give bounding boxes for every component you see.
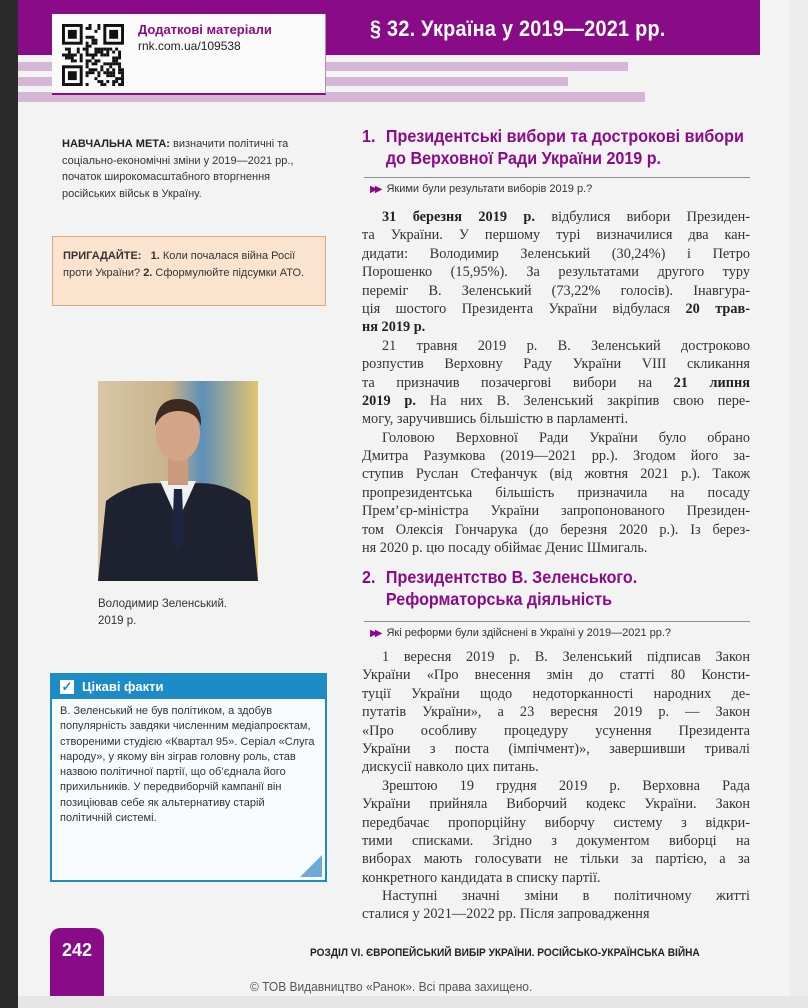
qr-module bbox=[97, 27, 100, 30]
qr-module bbox=[106, 48, 109, 51]
qr-module bbox=[100, 80, 103, 83]
text-line bbox=[362, 703, 750, 721]
extra-materials-label: Додаткові матеріали bbox=[138, 22, 272, 37]
qr-module bbox=[65, 48, 68, 51]
qr-module bbox=[115, 48, 118, 51]
qr-module bbox=[106, 68, 109, 71]
portrait-illustration bbox=[98, 381, 258, 581]
text-line bbox=[362, 429, 750, 447]
question-text: Які реформи були здійснені в Україні у 2019—2021 рр.? bbox=[386, 627, 672, 639]
qr-module bbox=[94, 39, 97, 42]
text-segment: пропрезидентська більшість призначила на посаду bbox=[362, 484, 750, 501]
qr-module bbox=[103, 71, 106, 74]
qr-module bbox=[100, 68, 103, 71]
text-segment: дидати: Володимир Зеленський (30,24%) і Петро bbox=[362, 245, 750, 262]
qr-module bbox=[115, 80, 118, 83]
qr-module bbox=[71, 59, 74, 62]
qr-module bbox=[62, 54, 65, 57]
text-line bbox=[362, 447, 750, 465]
qr-module bbox=[100, 48, 103, 51]
qr-module bbox=[112, 51, 115, 54]
qr-module bbox=[86, 27, 89, 30]
qr-module bbox=[100, 65, 103, 68]
qr-module bbox=[118, 65, 121, 68]
text-line bbox=[362, 263, 750, 281]
qr-module bbox=[65, 54, 68, 57]
qr-module bbox=[115, 56, 118, 59]
viewer-margin bbox=[790, 0, 808, 1008]
double-arrow-icon: ▶▶ bbox=[370, 628, 380, 639]
qr-module bbox=[118, 62, 121, 65]
learning-goal-text: визначити політичні та соціально-економічні зміни у 2019—2021 рр., початок широкомасштабного вторгнення російських військ в Україну. bbox=[62, 138, 294, 200]
qr-module bbox=[92, 42, 95, 45]
bold-text: 20 трав- bbox=[685, 300, 750, 317]
text-line bbox=[362, 887, 750, 905]
text-line bbox=[362, 539, 750, 557]
text-segment: Головою Верховної Ради України було обрано bbox=[382, 429, 750, 446]
text-line bbox=[362, 226, 750, 244]
qr-module bbox=[89, 68, 92, 71]
qr-module bbox=[97, 59, 100, 62]
qr-module bbox=[121, 83, 124, 86]
qr-module bbox=[103, 54, 106, 57]
qr-module bbox=[118, 51, 121, 54]
text-segment: виборах мають голосувати не тільки за партією, а за bbox=[362, 851, 750, 868]
qr-module bbox=[77, 51, 80, 54]
qr-module bbox=[86, 59, 89, 62]
qr-module bbox=[89, 36, 92, 39]
text-line bbox=[362, 318, 750, 336]
interesting-facts-box bbox=[50, 673, 327, 882]
qr-module bbox=[94, 62, 97, 65]
qr-module bbox=[115, 62, 118, 65]
qr-module bbox=[86, 48, 89, 51]
text-line bbox=[362, 777, 750, 795]
qr-module bbox=[100, 51, 103, 54]
divider bbox=[364, 177, 750, 178]
text-segment: 21 травня 2019 р. В. Зеленський достроково bbox=[382, 337, 750, 354]
section-title-line: Президентські вибори та дострокові вибори bbox=[385, 126, 744, 146]
qr-module bbox=[94, 77, 97, 80]
text-line bbox=[362, 758, 750, 776]
qr-module bbox=[115, 59, 118, 62]
corner-decoration bbox=[300, 855, 322, 877]
text-segment: Дмитра Разумкова (2019—2021 рр.). Згодом його за- bbox=[362, 448, 750, 465]
remember-q2-number: 2. bbox=[143, 267, 153, 279]
qr-module bbox=[86, 51, 89, 54]
text-segment: «Про особливу процедуру усунення Президента bbox=[362, 722, 750, 739]
qr-module bbox=[71, 54, 74, 57]
text-line bbox=[362, 484, 750, 502]
facts-title: Цікаві факти bbox=[82, 679, 164, 694]
bold-text: 31 березня 2019 р. bbox=[382, 209, 535, 225]
text-segment: путатів України», а 23 вересня 2019 р. — Закон bbox=[362, 704, 750, 721]
qr-module bbox=[86, 42, 89, 45]
zelensky-photo bbox=[98, 381, 258, 581]
text-line bbox=[362, 850, 750, 868]
text-segment: ція шостого Президента України відбулася bbox=[362, 300, 686, 317]
text-line bbox=[362, 282, 750, 300]
text-segment: конкретного кандидата в списку партії. bbox=[362, 869, 601, 886]
checkbox-icon: ✓ bbox=[61, 679, 73, 694]
text-segment: Прем’єр-міністра України запропонованого Президен- bbox=[362, 503, 750, 520]
qr-module bbox=[121, 71, 124, 74]
qr-module bbox=[109, 62, 112, 65]
qr-module bbox=[80, 54, 83, 57]
qr-module bbox=[118, 56, 121, 59]
qr-module bbox=[94, 51, 97, 54]
qr-module bbox=[118, 77, 121, 80]
copyright: © ТОВ Видавництво «Ранок». Всі права захищено. bbox=[250, 979, 533, 994]
section-2-body bbox=[362, 648, 750, 924]
qr-module bbox=[112, 74, 115, 77]
section-number: 2. bbox=[362, 567, 376, 587]
text-segment: Порошенко (15,95%). За результатами другого туру bbox=[362, 264, 750, 281]
qr-module bbox=[112, 83, 115, 86]
qr-module bbox=[106, 54, 109, 57]
qr-module bbox=[94, 30, 97, 33]
text-segment: тими списками. Згідно з документом виборці на bbox=[362, 832, 750, 849]
qr-module bbox=[89, 24, 92, 27]
qr-module bbox=[68, 30, 77, 39]
qr-module bbox=[121, 68, 124, 71]
qr-module bbox=[86, 36, 89, 39]
qr-module bbox=[92, 71, 95, 74]
text-line bbox=[362, 337, 750, 355]
text-segment: ня 2020 р. цю посаду обіймає Денис Шмигаль. bbox=[362, 540, 648, 557]
page-number: 242 bbox=[61, 940, 93, 960]
extra-materials-box[interactable] bbox=[52, 14, 326, 95]
page-title: § 32. Україна у 2019—2021 рр. bbox=[370, 16, 666, 41]
text-segment: 1 вересня 2019 р. В. Зеленський підписав Закон bbox=[382, 649, 750, 665]
text-segment: та призначив позачергові вибори на bbox=[362, 374, 674, 391]
text-line bbox=[362, 740, 750, 758]
text-segment: та України. У першому турі визначилися два кан- bbox=[362, 227, 750, 244]
text-line bbox=[362, 465, 750, 483]
text-line bbox=[362, 722, 750, 740]
qr-module bbox=[94, 68, 97, 71]
text-line bbox=[362, 905, 750, 923]
qr-module bbox=[106, 71, 109, 74]
text-line bbox=[362, 795, 750, 813]
qr-module bbox=[103, 62, 106, 65]
qr-module bbox=[118, 68, 121, 71]
qr-module bbox=[118, 83, 121, 86]
text-segment: сталися у 2021—2022 рр. Після запровадження bbox=[362, 906, 650, 923]
qr-module bbox=[89, 27, 92, 30]
qr-module bbox=[74, 59, 77, 62]
caption-line: Володимир Зеленський. bbox=[98, 598, 228, 610]
qr-module bbox=[100, 83, 103, 86]
text-line bbox=[362, 869, 750, 887]
remember-box bbox=[52, 236, 326, 306]
text-segment: Зрештою 19 грудня 2019 р. Верховна Рада bbox=[382, 777, 750, 794]
qr-module bbox=[97, 71, 100, 74]
textbook-page bbox=[18, 0, 790, 996]
text-line bbox=[362, 245, 750, 263]
bold-text: 21 липня bbox=[673, 374, 750, 391]
text-line bbox=[362, 648, 750, 666]
qr-module bbox=[109, 30, 118, 39]
qr-module bbox=[112, 56, 115, 59]
qr-module bbox=[103, 83, 106, 86]
qr-module bbox=[109, 48, 112, 51]
text-segment: передбачає пропорційну виборчу систему з відкри- bbox=[362, 814, 750, 831]
text-segment: України з поста (імпічмент)», завершивши тривалі bbox=[362, 740, 750, 757]
section-2-question bbox=[370, 627, 671, 639]
chapter-title: РОЗДІЛ VI. ЄВРОПЕЙСЬКИЙ ВИБІР УКРАЇНИ. РОСІЙСЬКО-УКРАЇНСЬКА ВІЙНА bbox=[310, 947, 700, 959]
qr-module bbox=[80, 56, 83, 59]
qr-module bbox=[100, 54, 103, 57]
text-line bbox=[362, 208, 750, 226]
facts-text: В. Зеленський не був політиком, а здобув популярність завдяки численним медіапроєктам, створеними студією «Квартал 95». Серіал «Слуга народу», у якому він зіграв головну роль, став назвою політичної партії, що об’єднала його прихильників. У передвиборчій кампанії він позиціював себе як альтернативу старій політичній системі. bbox=[60, 705, 315, 825]
remember-label: ПРИГАДАЙТЕ: bbox=[63, 250, 142, 262]
remember-q1: Коли почалася війна Росії проти України? bbox=[63, 250, 296, 279]
qr-module bbox=[94, 59, 97, 62]
text-line bbox=[362, 521, 750, 539]
text-line bbox=[362, 502, 750, 520]
qr-module bbox=[86, 62, 89, 65]
qr-module bbox=[112, 71, 115, 74]
text-line bbox=[362, 300, 750, 318]
qr-module bbox=[68, 71, 77, 80]
text-segment: України «Про внесення змін до статті 80 Консти- bbox=[362, 667, 750, 684]
qr-module bbox=[86, 71, 89, 74]
double-arrow-icon: ▶▶ bbox=[370, 184, 380, 195]
text-segment: На них В. Зеленський закріпив свою пере- bbox=[415, 392, 750, 409]
text-segment: Наступні значні зміни в політичному житті bbox=[382, 888, 750, 905]
qr-module bbox=[83, 48, 86, 51]
qr-module bbox=[77, 48, 80, 51]
section-2-heading bbox=[362, 566, 637, 610]
remember-q2: Сформулюйте підсумки АТО. bbox=[152, 267, 305, 279]
qr-module bbox=[121, 74, 124, 77]
text-segment: том Олексія Гончарука (до березня 2020 р.). Із берез- bbox=[362, 521, 750, 538]
extra-materials-link[interactable]: rnk.com.ua/109538 bbox=[138, 39, 241, 53]
section-title-line: Реформаторська діяльність bbox=[385, 589, 613, 609]
text-line bbox=[362, 832, 750, 850]
qr-module bbox=[89, 54, 92, 57]
text-segment: могу, заручившись більшістю в парламенті. bbox=[362, 411, 629, 428]
qr-module bbox=[112, 62, 115, 65]
qr-code-icon[interactable] bbox=[62, 24, 124, 86]
section-1-body bbox=[362, 208, 750, 557]
section-1-question bbox=[370, 183, 592, 195]
qr-module bbox=[121, 80, 124, 83]
qr-module bbox=[94, 48, 97, 51]
qr-module bbox=[97, 51, 100, 54]
text-segment: дискусії навколо цих питань. bbox=[362, 759, 539, 776]
qr-module bbox=[97, 80, 100, 83]
qr-module bbox=[68, 56, 71, 59]
qr-module bbox=[92, 62, 95, 65]
qr-module bbox=[86, 65, 89, 68]
text-segment: ступив Руслан Стефанчук (від жовтня 2021 р.). Також bbox=[362, 466, 750, 483]
qr-module bbox=[89, 59, 92, 62]
text-segment: розпустив Верховну Раду України VIII скликання bbox=[362, 356, 750, 373]
qr-module bbox=[65, 56, 68, 59]
qr-module bbox=[94, 42, 97, 45]
text-line bbox=[362, 685, 750, 703]
qr-module bbox=[115, 77, 118, 80]
text-segment: України прийняла Виборчий кодекс України. Закон bbox=[362, 796, 750, 813]
text-line bbox=[362, 392, 750, 410]
section-title-line: до Верховної Ради України 2019 р. bbox=[385, 148, 662, 168]
text-line bbox=[362, 374, 750, 392]
bold-text: ня 2019 р. bbox=[362, 319, 426, 336]
qr-module bbox=[86, 45, 89, 48]
qr-module bbox=[112, 80, 115, 83]
qr-module bbox=[97, 74, 100, 77]
section-number: 1. bbox=[362, 126, 376, 146]
divider bbox=[364, 621, 750, 622]
text-segment: переміг В. Зеленський (73,22% голосів). Інавгура- bbox=[362, 282, 750, 299]
learning-goal bbox=[62, 136, 316, 202]
text-line bbox=[362, 814, 750, 832]
qr-module bbox=[68, 51, 71, 54]
qr-module bbox=[71, 56, 74, 59]
qr-module bbox=[97, 24, 100, 27]
qr-module bbox=[92, 54, 95, 57]
qr-module bbox=[97, 48, 100, 51]
text-line bbox=[362, 666, 750, 684]
qr-module bbox=[86, 83, 89, 86]
qr-module bbox=[92, 39, 95, 42]
qr-module bbox=[80, 59, 83, 62]
qr-module bbox=[86, 74, 89, 77]
qr-module bbox=[68, 48, 71, 51]
qr-module bbox=[121, 77, 124, 80]
qr-module bbox=[89, 71, 92, 74]
learning-goal-label: НАВЧАЛЬНА МЕТА: bbox=[62, 138, 170, 150]
qr-module bbox=[106, 62, 109, 65]
viewer-margin bbox=[18, 996, 808, 1008]
qr-module bbox=[86, 54, 89, 57]
qr-module bbox=[106, 51, 109, 54]
qr-module bbox=[89, 45, 92, 48]
qr-module bbox=[94, 54, 97, 57]
section-title-line: Президентство В. Зеленського. bbox=[385, 567, 638, 587]
bold-text: 2019 р. bbox=[362, 392, 416, 409]
question-text: Якими були результати виборів 2019 р.? bbox=[386, 183, 593, 195]
qr-module bbox=[118, 54, 121, 57]
qr-module bbox=[109, 74, 112, 77]
qr-module bbox=[109, 71, 112, 74]
qr-module bbox=[92, 56, 95, 59]
qr-module bbox=[74, 54, 77, 57]
text-line bbox=[362, 410, 750, 428]
page-number-tab bbox=[50, 928, 104, 996]
qr-module bbox=[112, 59, 115, 62]
qr-module bbox=[106, 80, 109, 83]
qr-module bbox=[112, 68, 115, 71]
text-line bbox=[362, 355, 750, 373]
qr-module bbox=[106, 74, 109, 77]
qr-module bbox=[92, 36, 95, 39]
text-segment: туції України щодо недоторканності народних де- bbox=[362, 685, 750, 702]
qr-module bbox=[68, 54, 71, 57]
text-segment: відбулися вибори Президен- bbox=[534, 209, 750, 225]
qr-module bbox=[92, 68, 95, 71]
facts-header bbox=[52, 675, 325, 699]
qr-module bbox=[109, 65, 112, 68]
section-1-heading bbox=[362, 125, 744, 169]
qr-module bbox=[118, 71, 121, 74]
qr-module bbox=[103, 48, 106, 51]
photo-caption bbox=[98, 596, 227, 630]
caption-line: 2019 р. bbox=[98, 615, 137, 627]
remember-q1-number: 1. bbox=[150, 250, 160, 262]
